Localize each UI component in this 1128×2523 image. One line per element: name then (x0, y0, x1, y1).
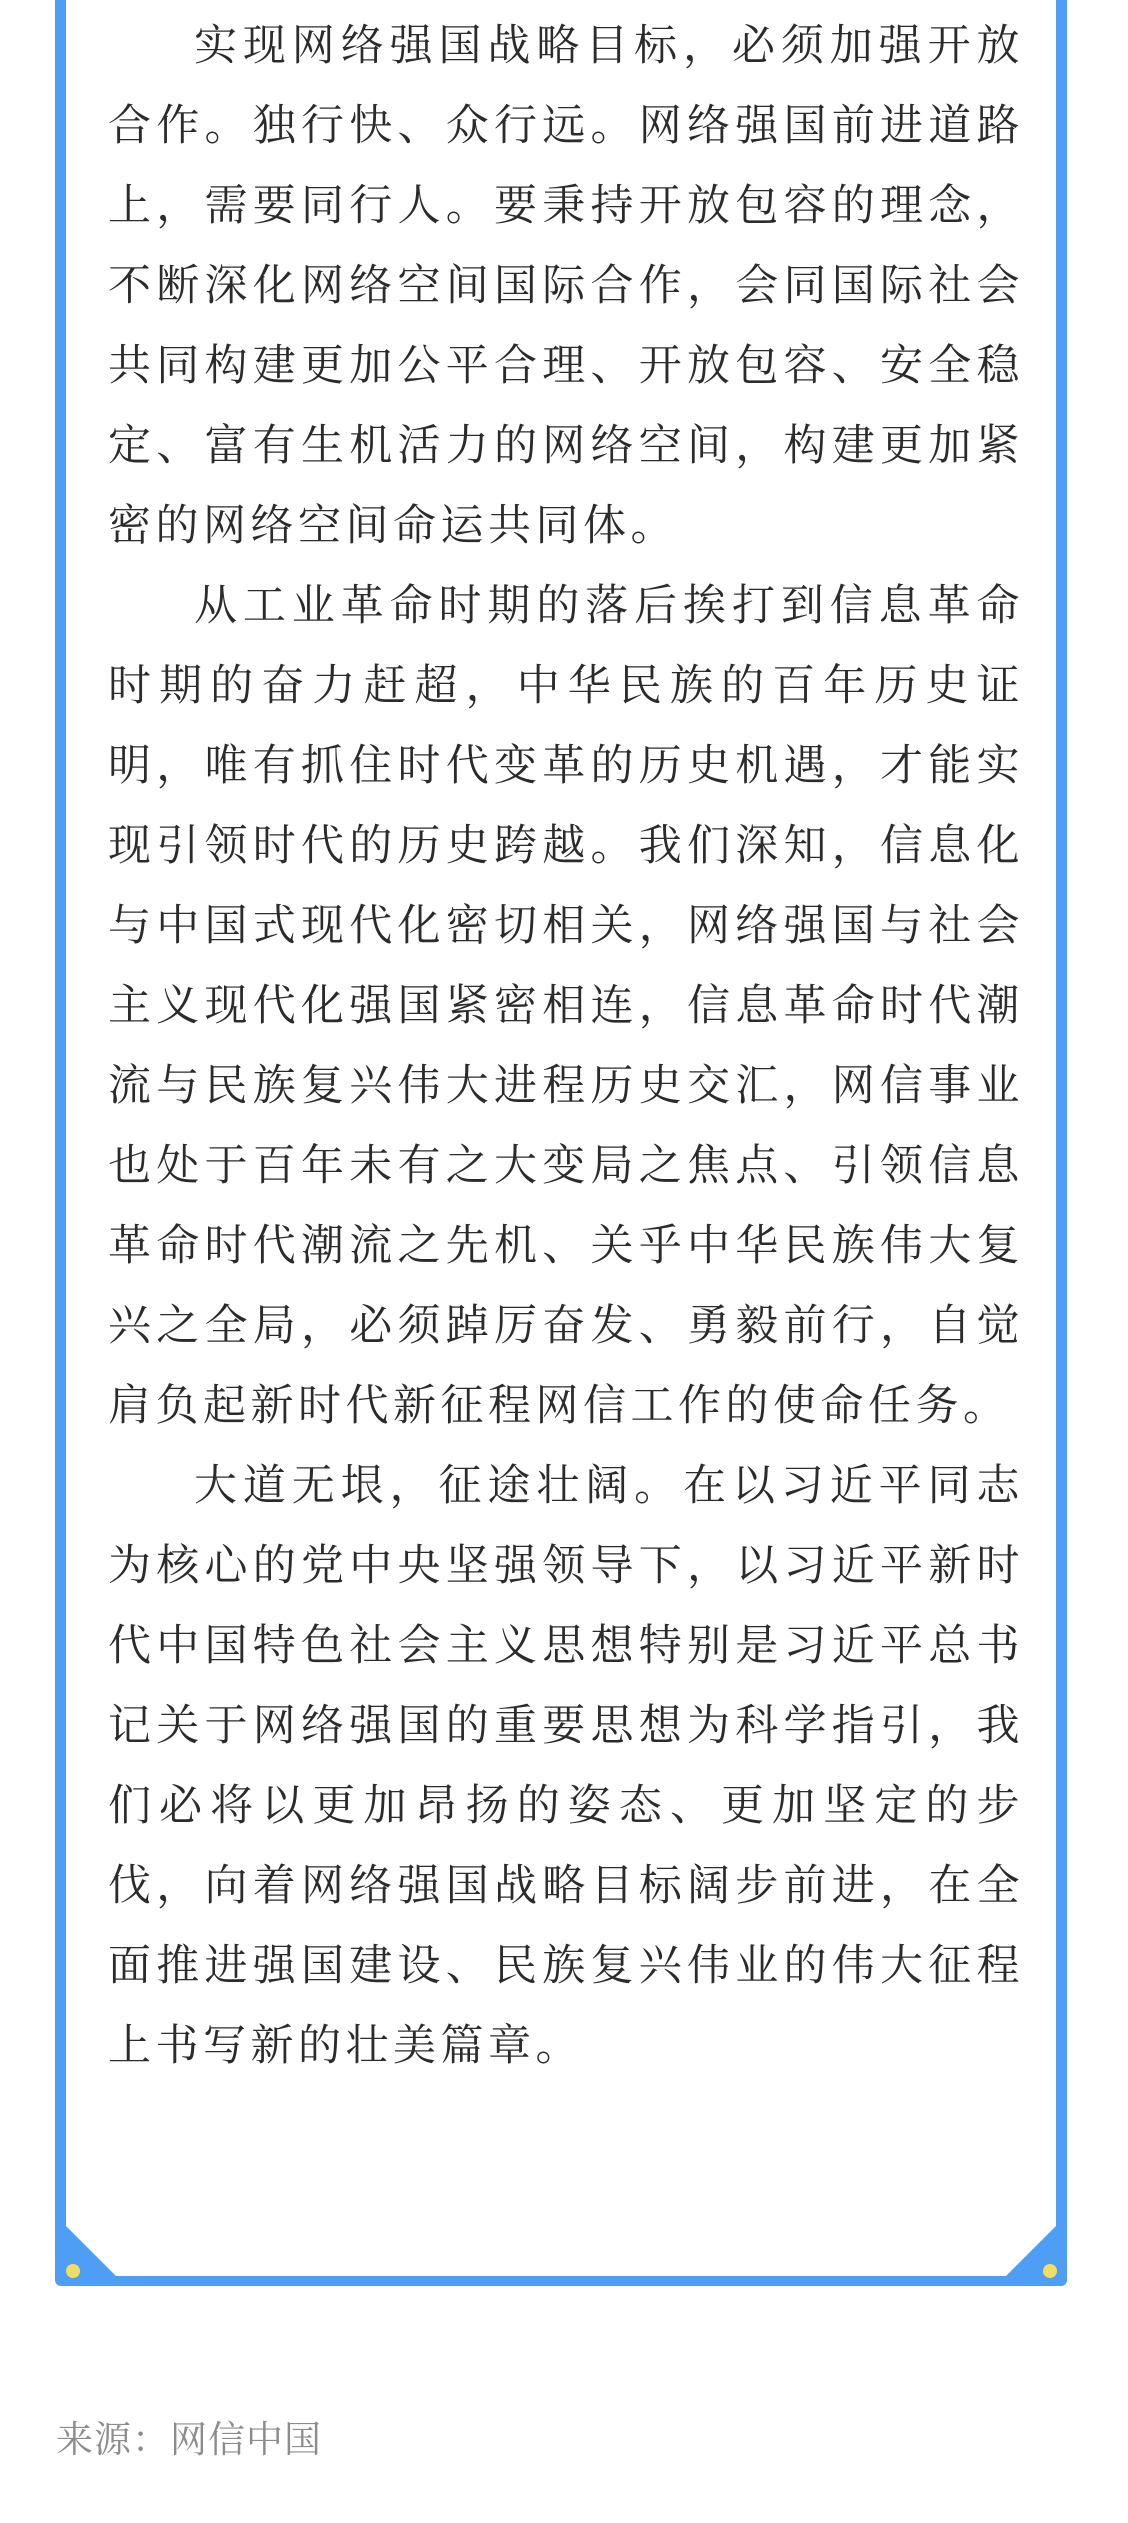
article-paragraph-3: 大道无垠，征途壮阔。在以习近平同志为核心的党中央坚强领导下，以习近平新时代中国特色社会主义思想特别是习近平总书记关于网络强国的重要思想为科学指引，我们必将以更加昂扬的姿态、更加坚定的步伐，向着网络强国战略目标阔步前进，在全面推进强国建设、民族复兴伟业的伟大征程上书写新的壮美篇章。 (108, 1461, 1024, 2071)
source-name: 网信中国 (170, 2418, 322, 2461)
article-paragraph-2: 从工业革命时期的落后挨打到信息革命时期的奋力赶超，中华民族的百年历史证明，唯有抓住时代变革的历史机遇，才能实现引领时代的历史跨越。我们深知，信息化与中国式现代化密切相关，网络强国与社会主义现代化强国紧密相连，信息革命时代潮流与民族复兴伟大进程历史交汇，网信事业也处于百年未有之大变局之焦点、引领信息革命时代潮流之先机、关乎中华民族伟大复兴之全局，必须踔厉奋发、勇毅前行，自觉肩负起新时代新征程网信工作的使命任务。 (108, 581, 1024, 1431)
corner-dot-left-decoration (66, 2264, 80, 2278)
article-body (108, 6, 1024, 2086)
article-paragraph-1: 实现网络强国战略目标，必须加强开放合作。独行快、众行远。网络强国前进道路上，需要同行人。要秉持开放包容的理念，不断深化网络空间国际合作，会同国际社会共同构建更加公平合理、开放包容、安全稳定、富有生机活力的网络空间，构建更加紧密的网络空间命运共同体。 (108, 21, 1024, 551)
source-label: 来源： (56, 2418, 170, 2461)
corner-dot-right-decoration (1043, 2264, 1057, 2278)
source-credit (56, 2410, 322, 2470)
